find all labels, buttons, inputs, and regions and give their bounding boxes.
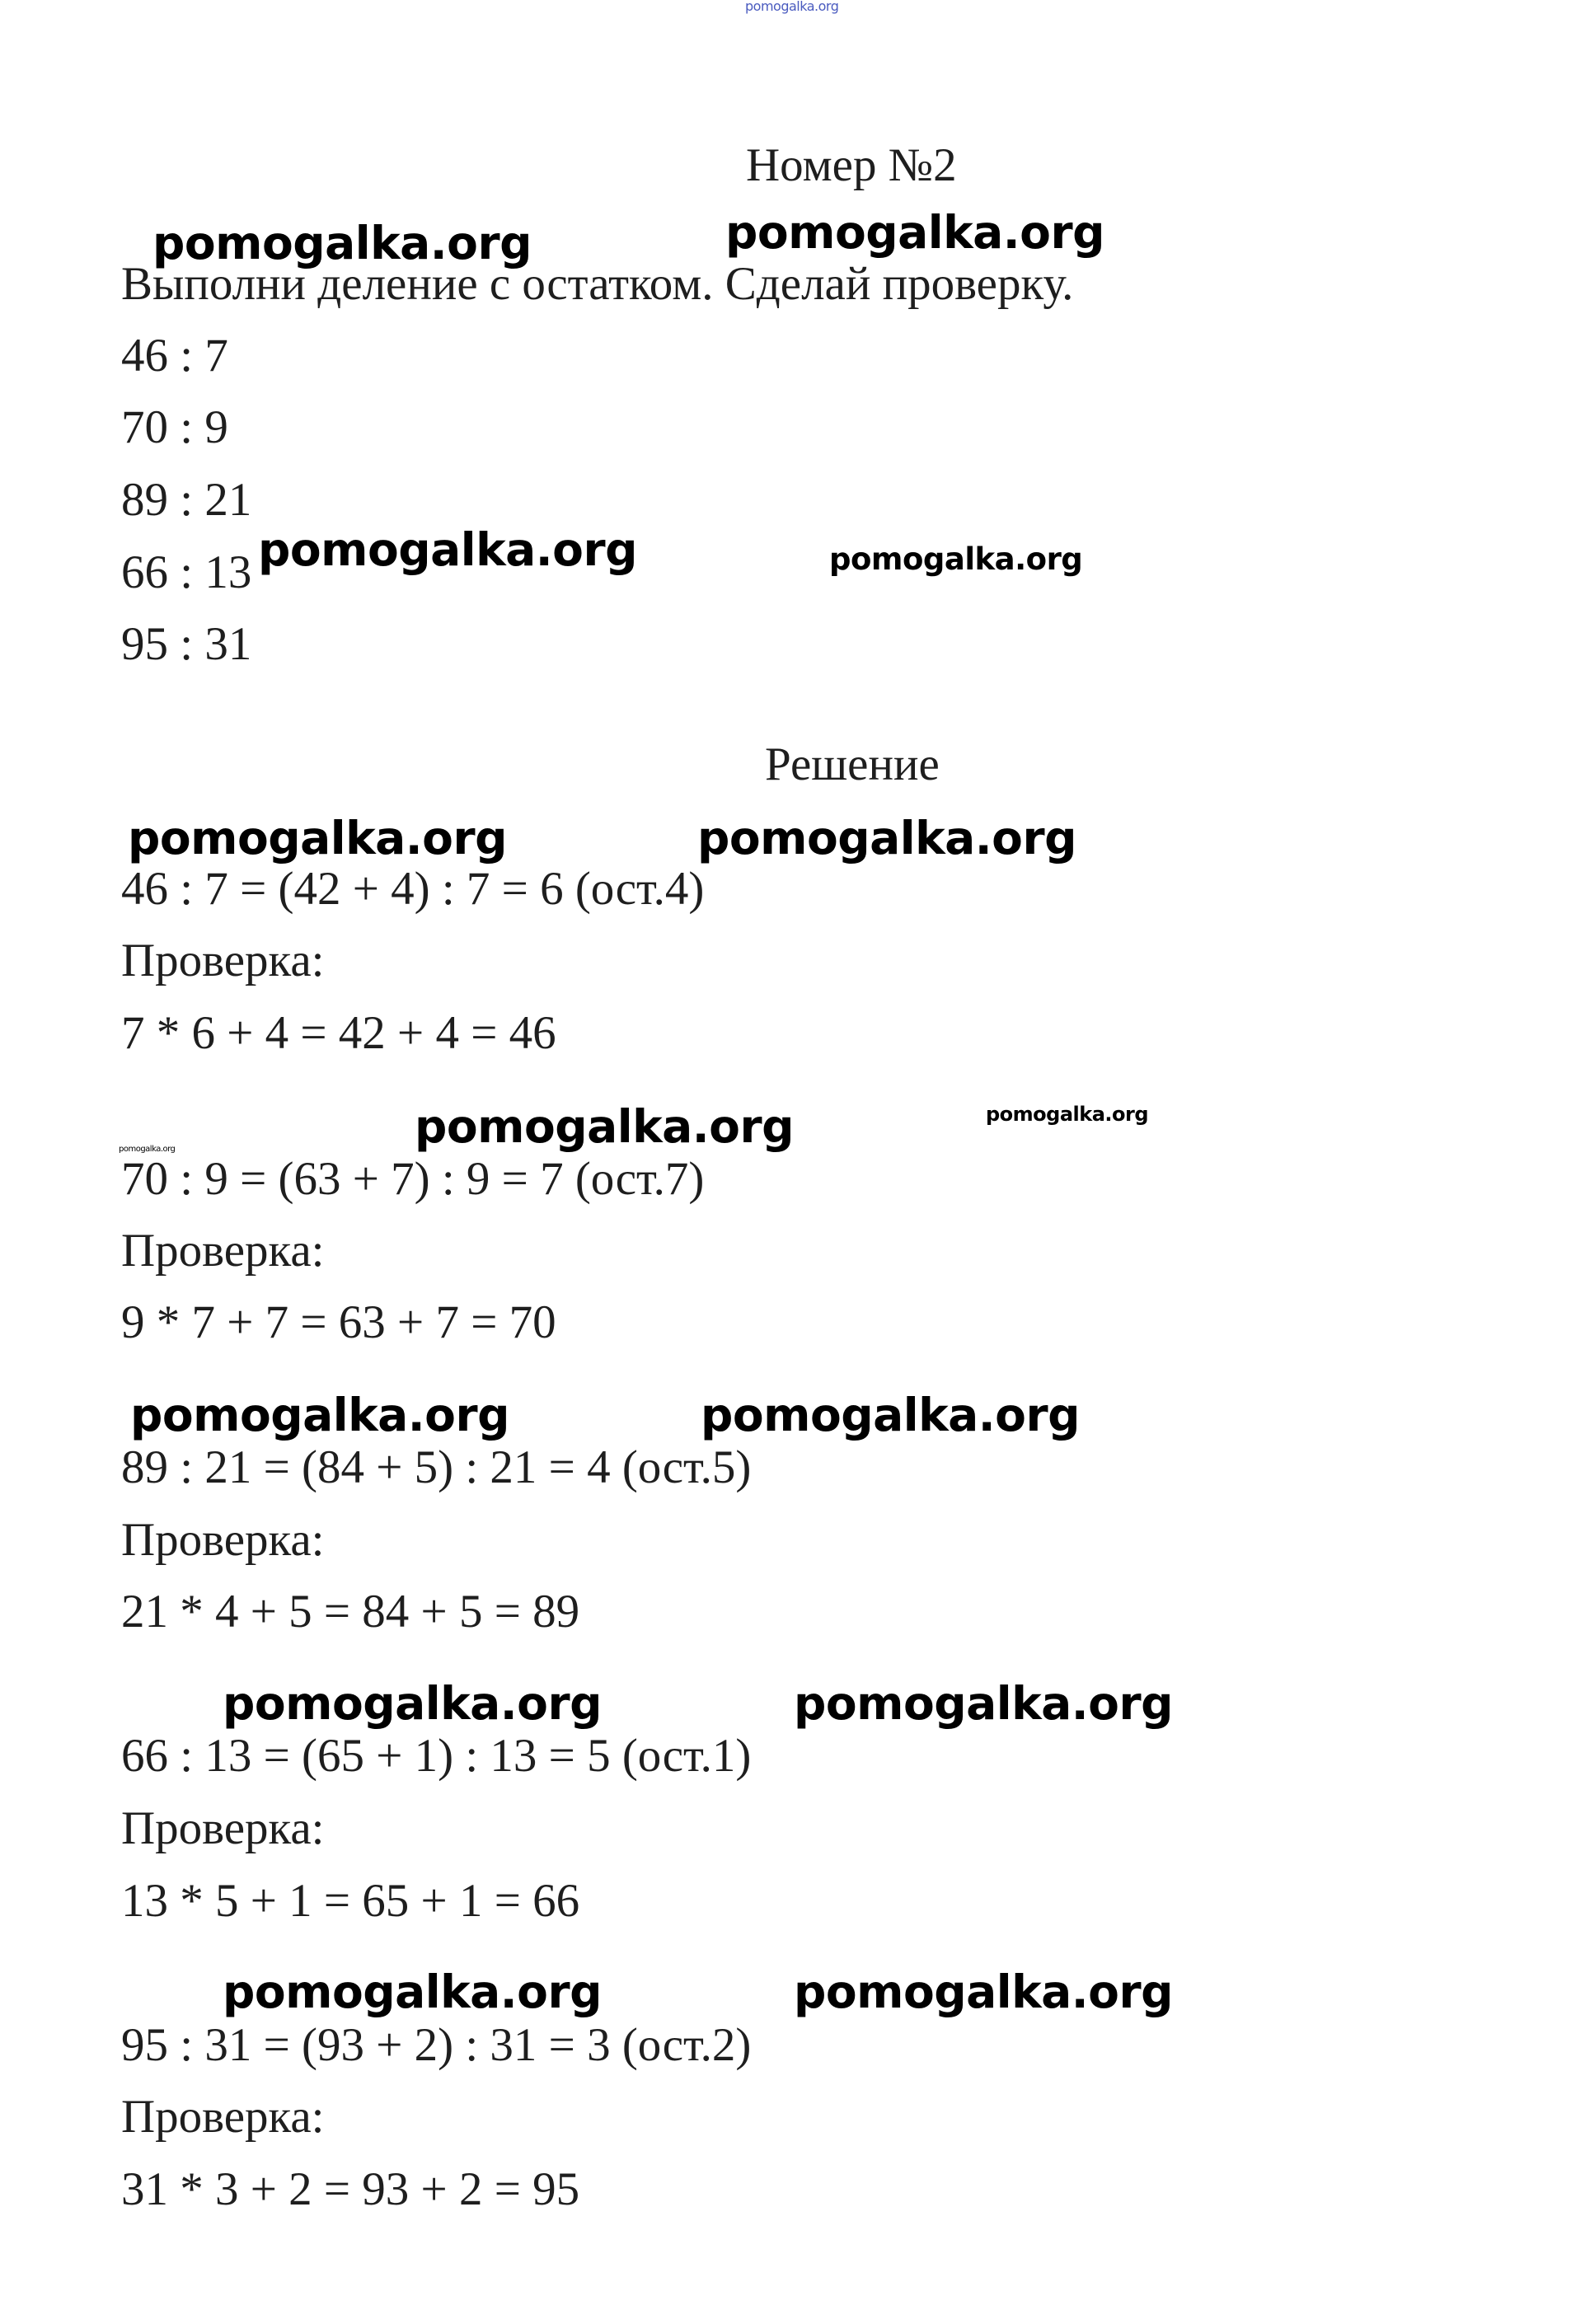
watermark: pomogalka.org [128, 812, 507, 864]
check-label: Проверка: [121, 935, 325, 986]
check-label: Проверка: [121, 1802, 325, 1854]
watermark: pomogalka.org [829, 541, 1083, 577]
solution-expression: 46 : 7 = (42 + 4) : 7 = 6 (ост.4) [121, 863, 705, 915]
watermark: pomogalka.org [794, 1677, 1173, 1730]
watermark: pomogalka.org [223, 1677, 602, 1730]
watermark: pomogalka.org [258, 523, 637, 576]
task-instruction: Выполни деление с остатком. Сделай проверку. [121, 258, 1074, 310]
check-expression: 9 * 7 + 7 = 63 + 7 = 70 [121, 1296, 556, 1348]
task-item: 95 : 31 [121, 618, 252, 670]
watermark-top: pomogalka.org [745, 0, 839, 14]
check-label: Проверка: [121, 1225, 325, 1277]
solution-title: Решение [765, 738, 940, 790]
watermark: pomogalka.org [697, 812, 1076, 864]
check-expression: 13 * 5 + 1 = 65 + 1 = 66 [121, 1875, 580, 1927]
watermark: pomogalka.org [725, 206, 1104, 259]
task-title: Номер №2 [746, 139, 957, 191]
watermark: pomogalka.org [130, 1389, 509, 1441]
solution-expression: 95 : 31 = (93 + 2) : 31 = 3 (ост.2) [121, 2019, 752, 2071]
task-item: 66 : 13 [121, 546, 252, 598]
solution-expression: 66 : 13 = (65 + 1) : 13 = 5 (ост.1) [121, 1730, 752, 1782]
solution-expression: 70 : 9 = (63 + 7) : 9 = 7 (ост.7) [121, 1153, 705, 1205]
check-expression: 7 * 6 + 4 = 42 + 4 = 46 [121, 1007, 556, 1059]
task-item: 70 : 9 [121, 401, 228, 453]
task-item: 46 : 7 [121, 330, 228, 382]
watermark: pomogalka.org [415, 1100, 794, 1153]
watermark: pomogalka.org [701, 1389, 1080, 1441]
check-label: Проверка: [121, 2091, 325, 2143]
check-expression: 21 * 4 + 5 = 84 + 5 = 89 [121, 1586, 580, 1638]
watermark: pomogalka.org [794, 1966, 1173, 2018]
solution-expression: 89 : 21 = (84 + 5) : 21 = 4 (ост.5) [121, 1441, 752, 1493]
watermark: pomogalka.org [223, 1966, 602, 2018]
watermark: pomogalka.org [119, 1145, 176, 1154]
task-item: 89 : 21 [121, 474, 252, 526]
watermark: pomogalka.org [152, 217, 532, 269]
check-label: Проверка: [121, 1514, 325, 1566]
watermark: pomogalka.org [986, 1103, 1149, 1126]
check-expression: 31 * 3 + 2 = 93 + 2 = 95 [121, 2163, 580, 2215]
